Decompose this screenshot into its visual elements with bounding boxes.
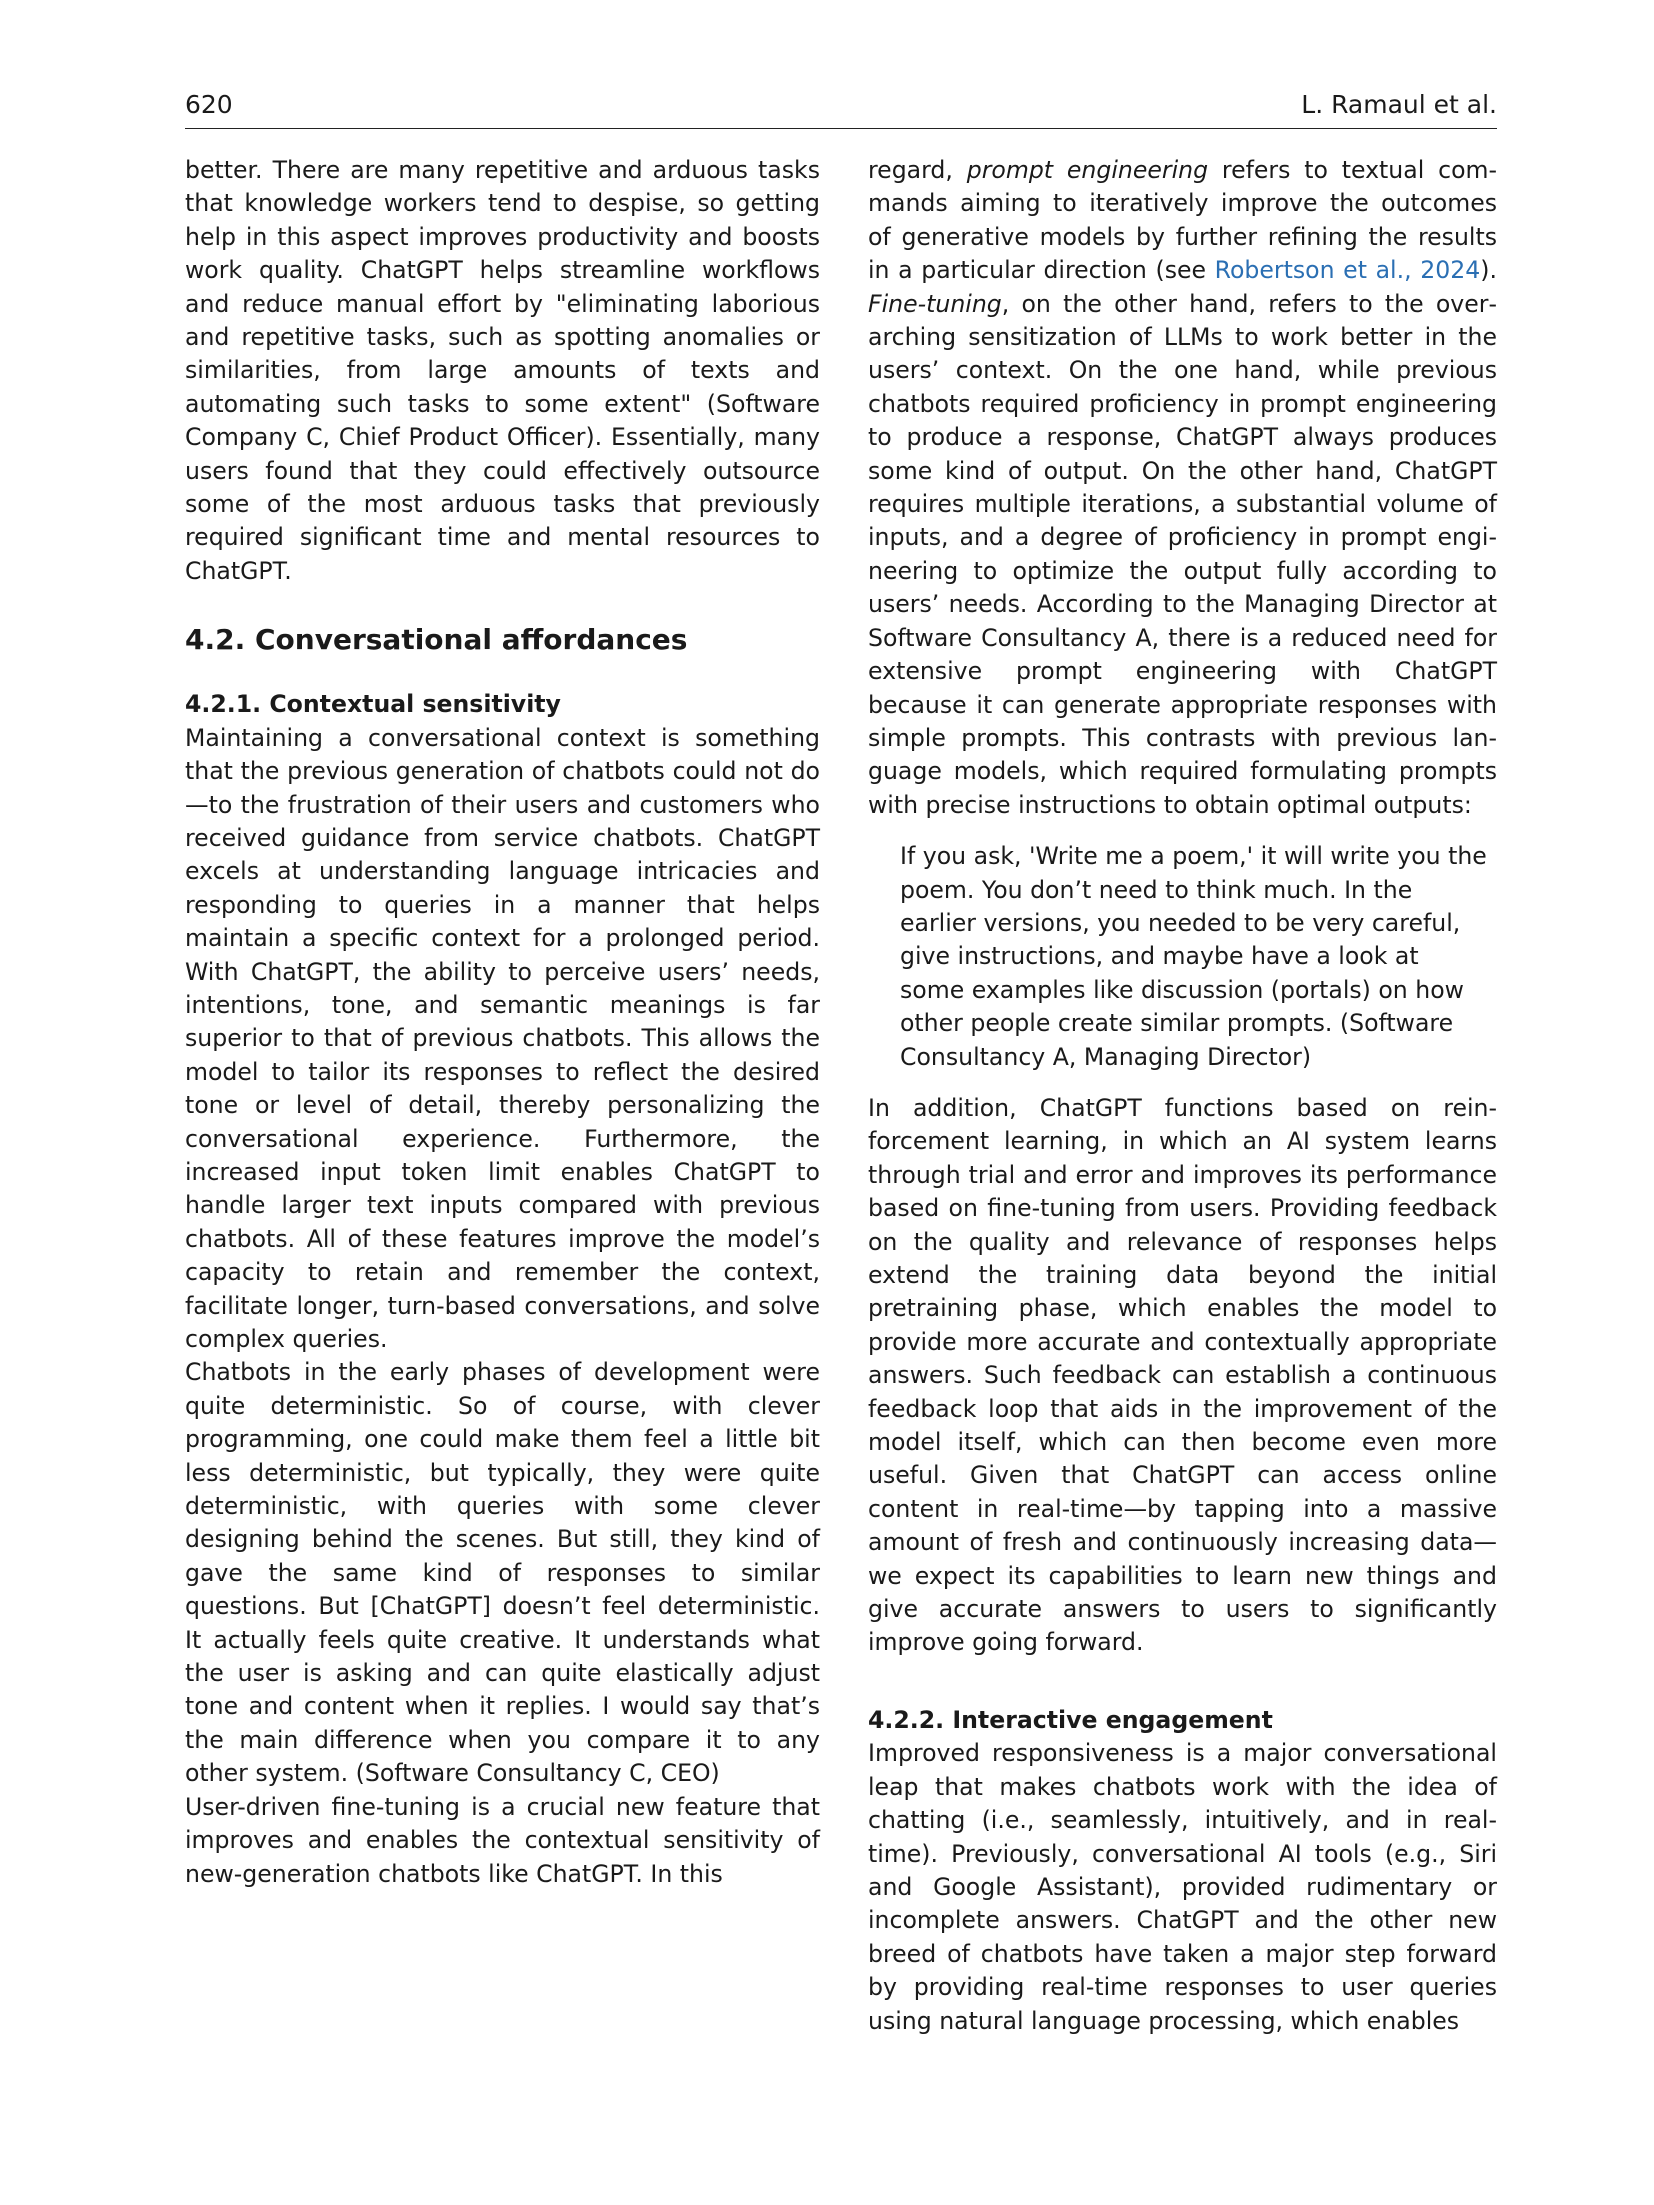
block-quote: Chatbots in the early phases of development were quite deterministic. So of course, with clever programming, one could make them feel a little bit less deterministic, but typically, they were quite deterministic, with queries with some clever designing behind the scenes. But still, they kind of gave the same kind of responses to similar questions. But [ChatGPT] doesn’t feel deterministic. It actually feels quite creative. It understands what the user is asking and can quite elastically adjust tone and content when it replies. I would say that’s the main difference when you compare it to any other system. (Software Consultancy C, CEO) bbox=[185, 1358, 820, 1788]
citation-link[interactable]: Robertson et al., 2024 bbox=[1214, 256, 1481, 285]
term-prompt-engineering: prompt engineering bbox=[966, 156, 1209, 184]
subsection-heading: 4.2.1. Contextual sensitivity bbox=[185, 690, 561, 719]
paragraph-prompt-engineering bbox=[868, 154, 1497, 822]
subsection-heading: 4.2.2. Interactive engagement bbox=[868, 1705, 1273, 1734]
paragraph-contextual-sensitivity: Maintaining a conversational context is something that the previous generation of chatbots could not do—to the frustration of their users and customers who received guidance from service chatbots. ChatGPT excels at understanding language intricacies and responding to queries in a manner that helps maintain a specific context for a prolonged period. With ChatGPT, the ability to perceive users’ needs, intentions, tone, and semantic meanings is far superior to that of previous chatbots. This allows the model to tailor its responses to reflect the desired tone or level of detail, thereby personalizing the conversational experience. Furthermore, the increased input token limit enables ChatGPT to handle larger text inputs compared with previous chatbots. All of these features improve the model’s capacity to retain and remember the context, facilitate longer, turn-based conversations, and solve complex queries. bbox=[185, 723, 820, 1353]
paragraph-continued: better. There are many repetitive and arduous tasks that knowledge workers tend to despise, so getting help in this aspect improves productivity and boosts work quality. ChatGPT helps streamline workflows and reduce manual effort by "eliminating laborious and repetitive tasks, such as spotting anomalies or similarities, from large amounts of texts and automating such tasks to some extent" (Software Company C, Chief Product Officer). Essentially, many users found that they could effectively outsource some of the most arduous tasks that previously required significant time and mental resources to ChatGPT. bbox=[185, 156, 820, 585]
paragraph-reinforcement-learning: In addition, ChatGPT functions based on reinforcement learning, in which an AI system learns through trial and error and improves its performance based on fine-tuning from users. Providing feedback on the quality and relevance of responses helps extend the training data beyond the initial pretraining phase, which enables the model to provide more accurate and contextually appropriate answers. Such feedback can establish a continuous feedback loop that aids in the improvement of the model itself, which can then become even more useful. Given that ChatGPT can access online content in real-time—by tapping into a massive amount of fresh and continuously increasing data—we expect its capabilities to learn new things and give accurate answers to users to significantly improve going forward. bbox=[868, 1093, 1497, 1657]
running-header bbox=[185, 88, 1497, 129]
term-fine-tuning: Fine-tuning bbox=[868, 289, 1002, 318]
running-authors: L. Ramaul et al. bbox=[1301, 90, 1497, 119]
text-run: refers to textual commands aiming to iteratively improve the outcomes of generative models by further refining the results in a particular direction (see bbox=[868, 156, 1497, 285]
left-column bbox=[185, 154, 820, 1891]
block-quote: If you ask, 'Write me a poem,' it will write you the poem. You don’t need to think much. In the earlier versions, you needed to be very careful, give instructions, and maybe have a look at some examples like discussion (portals) on how other people create similar prompts. (Software Consultancy A, Managing Director) bbox=[900, 842, 1487, 1071]
paragraph-interactive-engagement: Improved responsiveness is a major conversational leap that makes chatbots work with the idea of chatting (i.e., seamlessly, intuitively, and in real-time). Previously, conversational AI tools (e.g., Siri and Google Assistant), provided rudimentary or incomplete answers. ChatGPT and the other new breed of chatbots have taken a major step forward by providing real-time responses to user queries using natural language processing, which enables bbox=[868, 1739, 1497, 2035]
text-run: , on the other hand, refers to the overarching sensitization of LLMs to work better in the users’ context. On the one hand, while previous chatbots required proficiency in prompt engineering to produce a response, ChatGPT always produces some kind of output. On the other hand, ChatGPT requires multiple iterations, a substantial volume of inputs, and a degree of proficiency in prompt engineering to optimize the output fully according to users’ needs. According to the Managing Director at Software Consultancy A, there is a reduced need for extensive prompt engineering with ChatGPT because it can generate appropriate responses with simple prompts. This contrasts with previous language models, which required formulating prompts with precise instructions to obtain optimal outputs: bbox=[868, 289, 1497, 819]
section-heading: 4.2. Conversational affordances bbox=[185, 623, 688, 657]
text-run: regard, bbox=[868, 156, 967, 184]
paragraph-fine-tuning: User-driven fine-tuning is a crucial new feature that improves and enables the contextual sensitivity of new-generation chatbots like ChatGPT. In this bbox=[185, 1792, 820, 1888]
text-run: ). bbox=[1480, 256, 1498, 285]
page-number: 620 bbox=[185, 90, 233, 119]
right-column bbox=[868, 154, 1497, 2038]
